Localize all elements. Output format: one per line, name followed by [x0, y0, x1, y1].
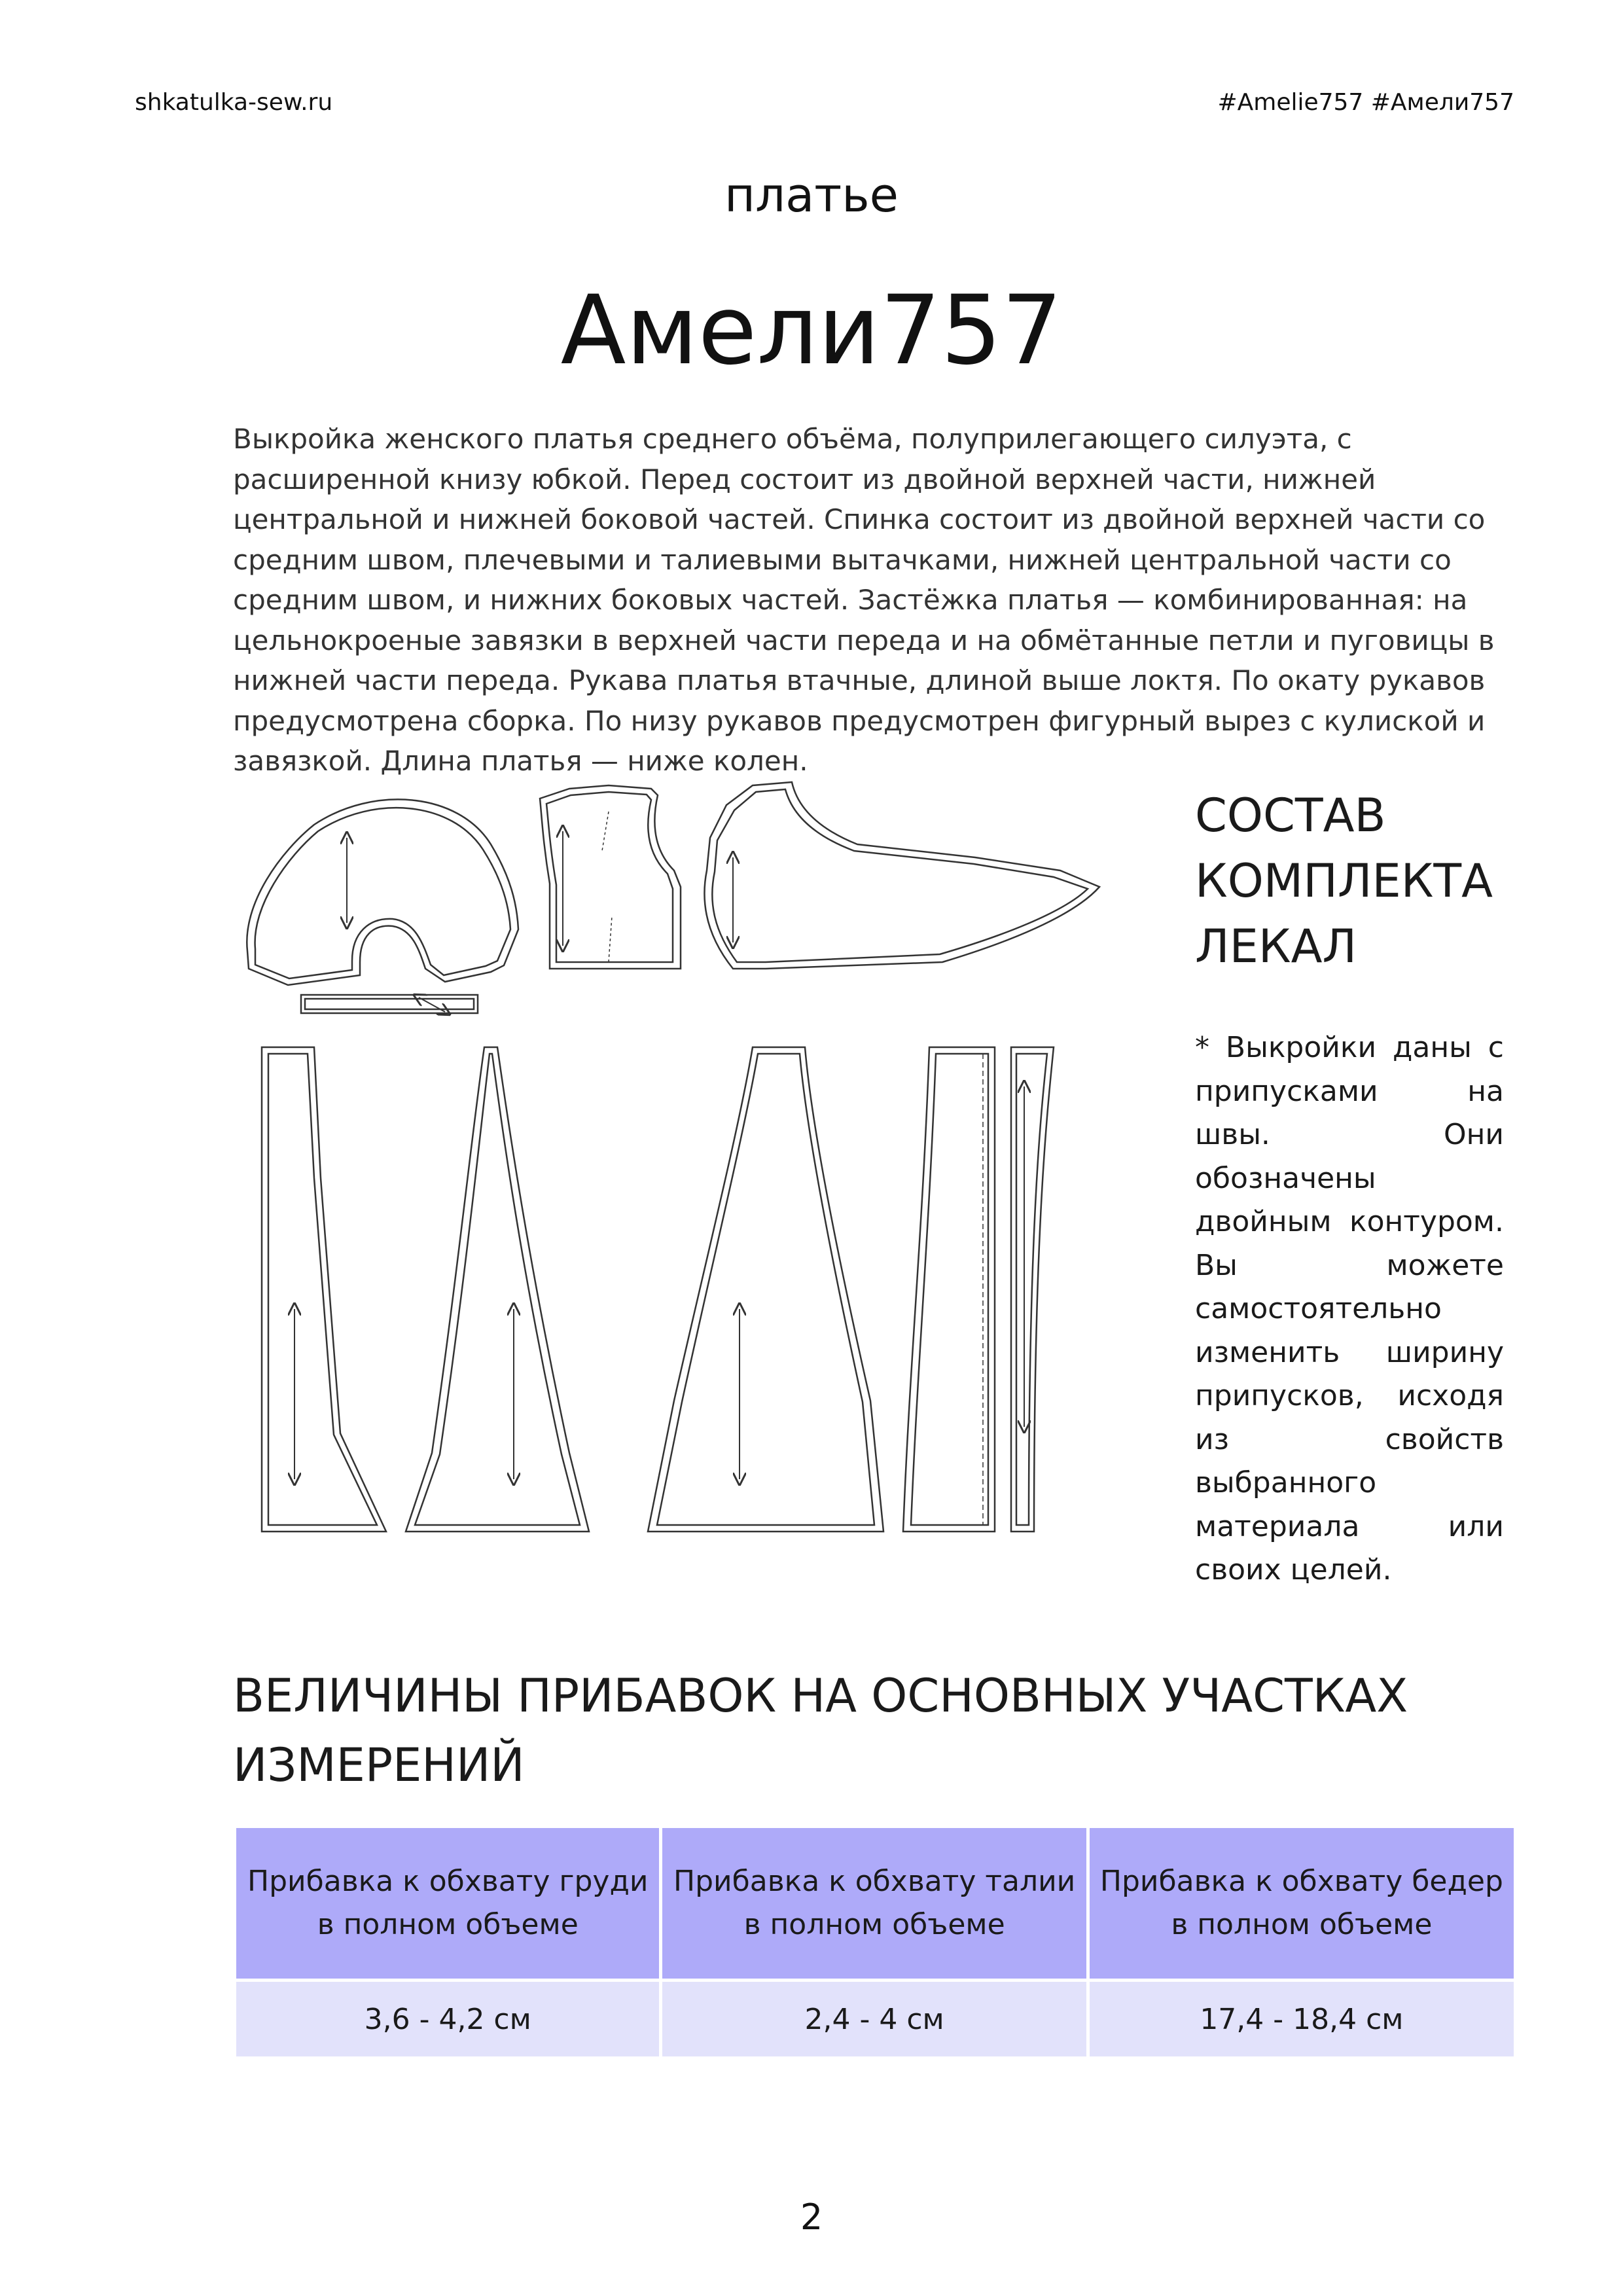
table-cell: 2,4 - 4 см: [662, 1982, 1086, 2056]
facing-strip-piece: [1011, 1047, 1054, 1532]
kit-title-line: СОСТАВ: [1195, 789, 1386, 842]
kit-title: [1195, 783, 1509, 979]
table-row: [236, 1982, 1514, 2056]
front-upper-piece: [704, 782, 1099, 969]
table-header-cell: Прибавка к обхвату талии в полном объеме: [662, 1828, 1086, 1979]
page-number: 2: [800, 2197, 823, 2238]
table-header-cell: Прибавка к обхвату груди в полном объеме: [236, 1828, 659, 1979]
site-url: shkatulka-sew.ru: [135, 89, 333, 116]
kit-title-line: ЛЕКАЛ: [1195, 920, 1357, 973]
binding-strip-piece: [301, 995, 478, 1013]
page-subtitle: платье: [724, 168, 899, 223]
description: [233, 419, 1516, 781]
allowances-section-title: ВЕЛИЧИНЫ ПРИБАВОК НА ОСНОВНЫХ УЧАСТКАХ ИЗМЕРЕНИЙ: [233, 1669, 1408, 1792]
allowances-table: [233, 1825, 1517, 2060]
table-header-cell: Прибавка к обхвату бедер в полном объеме: [1090, 1828, 1514, 1979]
pattern-tags: #Amelie757 #Амели757: [1217, 89, 1514, 116]
table-cell: 3,6 - 4,2 см: [236, 1982, 659, 2056]
back-lower-center-piece: [262, 1047, 386, 1532]
kit-title-line: КОМПЛЕКТА: [1195, 854, 1493, 908]
pattern-pieces-illustration: [223, 772, 1178, 1597]
back-lower-side-piece: [406, 1047, 589, 1532]
front-lower-center-piece: [903, 1047, 995, 1532]
table-header-row: [236, 1828, 1514, 1979]
back-upper-piece: [540, 785, 681, 969]
table-cell: 17,4 - 18,4 см: [1090, 1982, 1514, 2056]
description-text: Выкройка женского платья среднего объёма, полуприлегающего силуэта, с расширенной книзу юбкой. Перед состоит из двойной верхней части, нижней центральной и нижней боковой частей. Спинка состоит из двойной верхней части со средним швом, плечевыми и талиевыми вытачками, нижней центральной части со средним швом, и нижних боковых частей. Застёжка платья — комбинированная: на цельнокроеные завязки в верхней части переда и на обмётанные петли и пуговицы в нижней части переда. Рукава платья втачные, длиной выше локтя. По окату рукавов предусмотрена сборка. По низу рукавов предусмотрен фигурный вырез с кулиской и завязкой. Длина платья — ниже колен.: [233, 423, 1495, 777]
seam-allowance-note: * Выкройки даны с припусками на швы. Они обозначены двойным контуром. Вы можете самостоятельно изменить ширину припусков, исходя из свойств выбранного материала или своих целей.: [1195, 1031, 1504, 1587]
page-title: Амели757: [560, 275, 1063, 386]
sleeve-piece: [247, 799, 518, 985]
front-lower-side-piece: [648, 1047, 883, 1532]
